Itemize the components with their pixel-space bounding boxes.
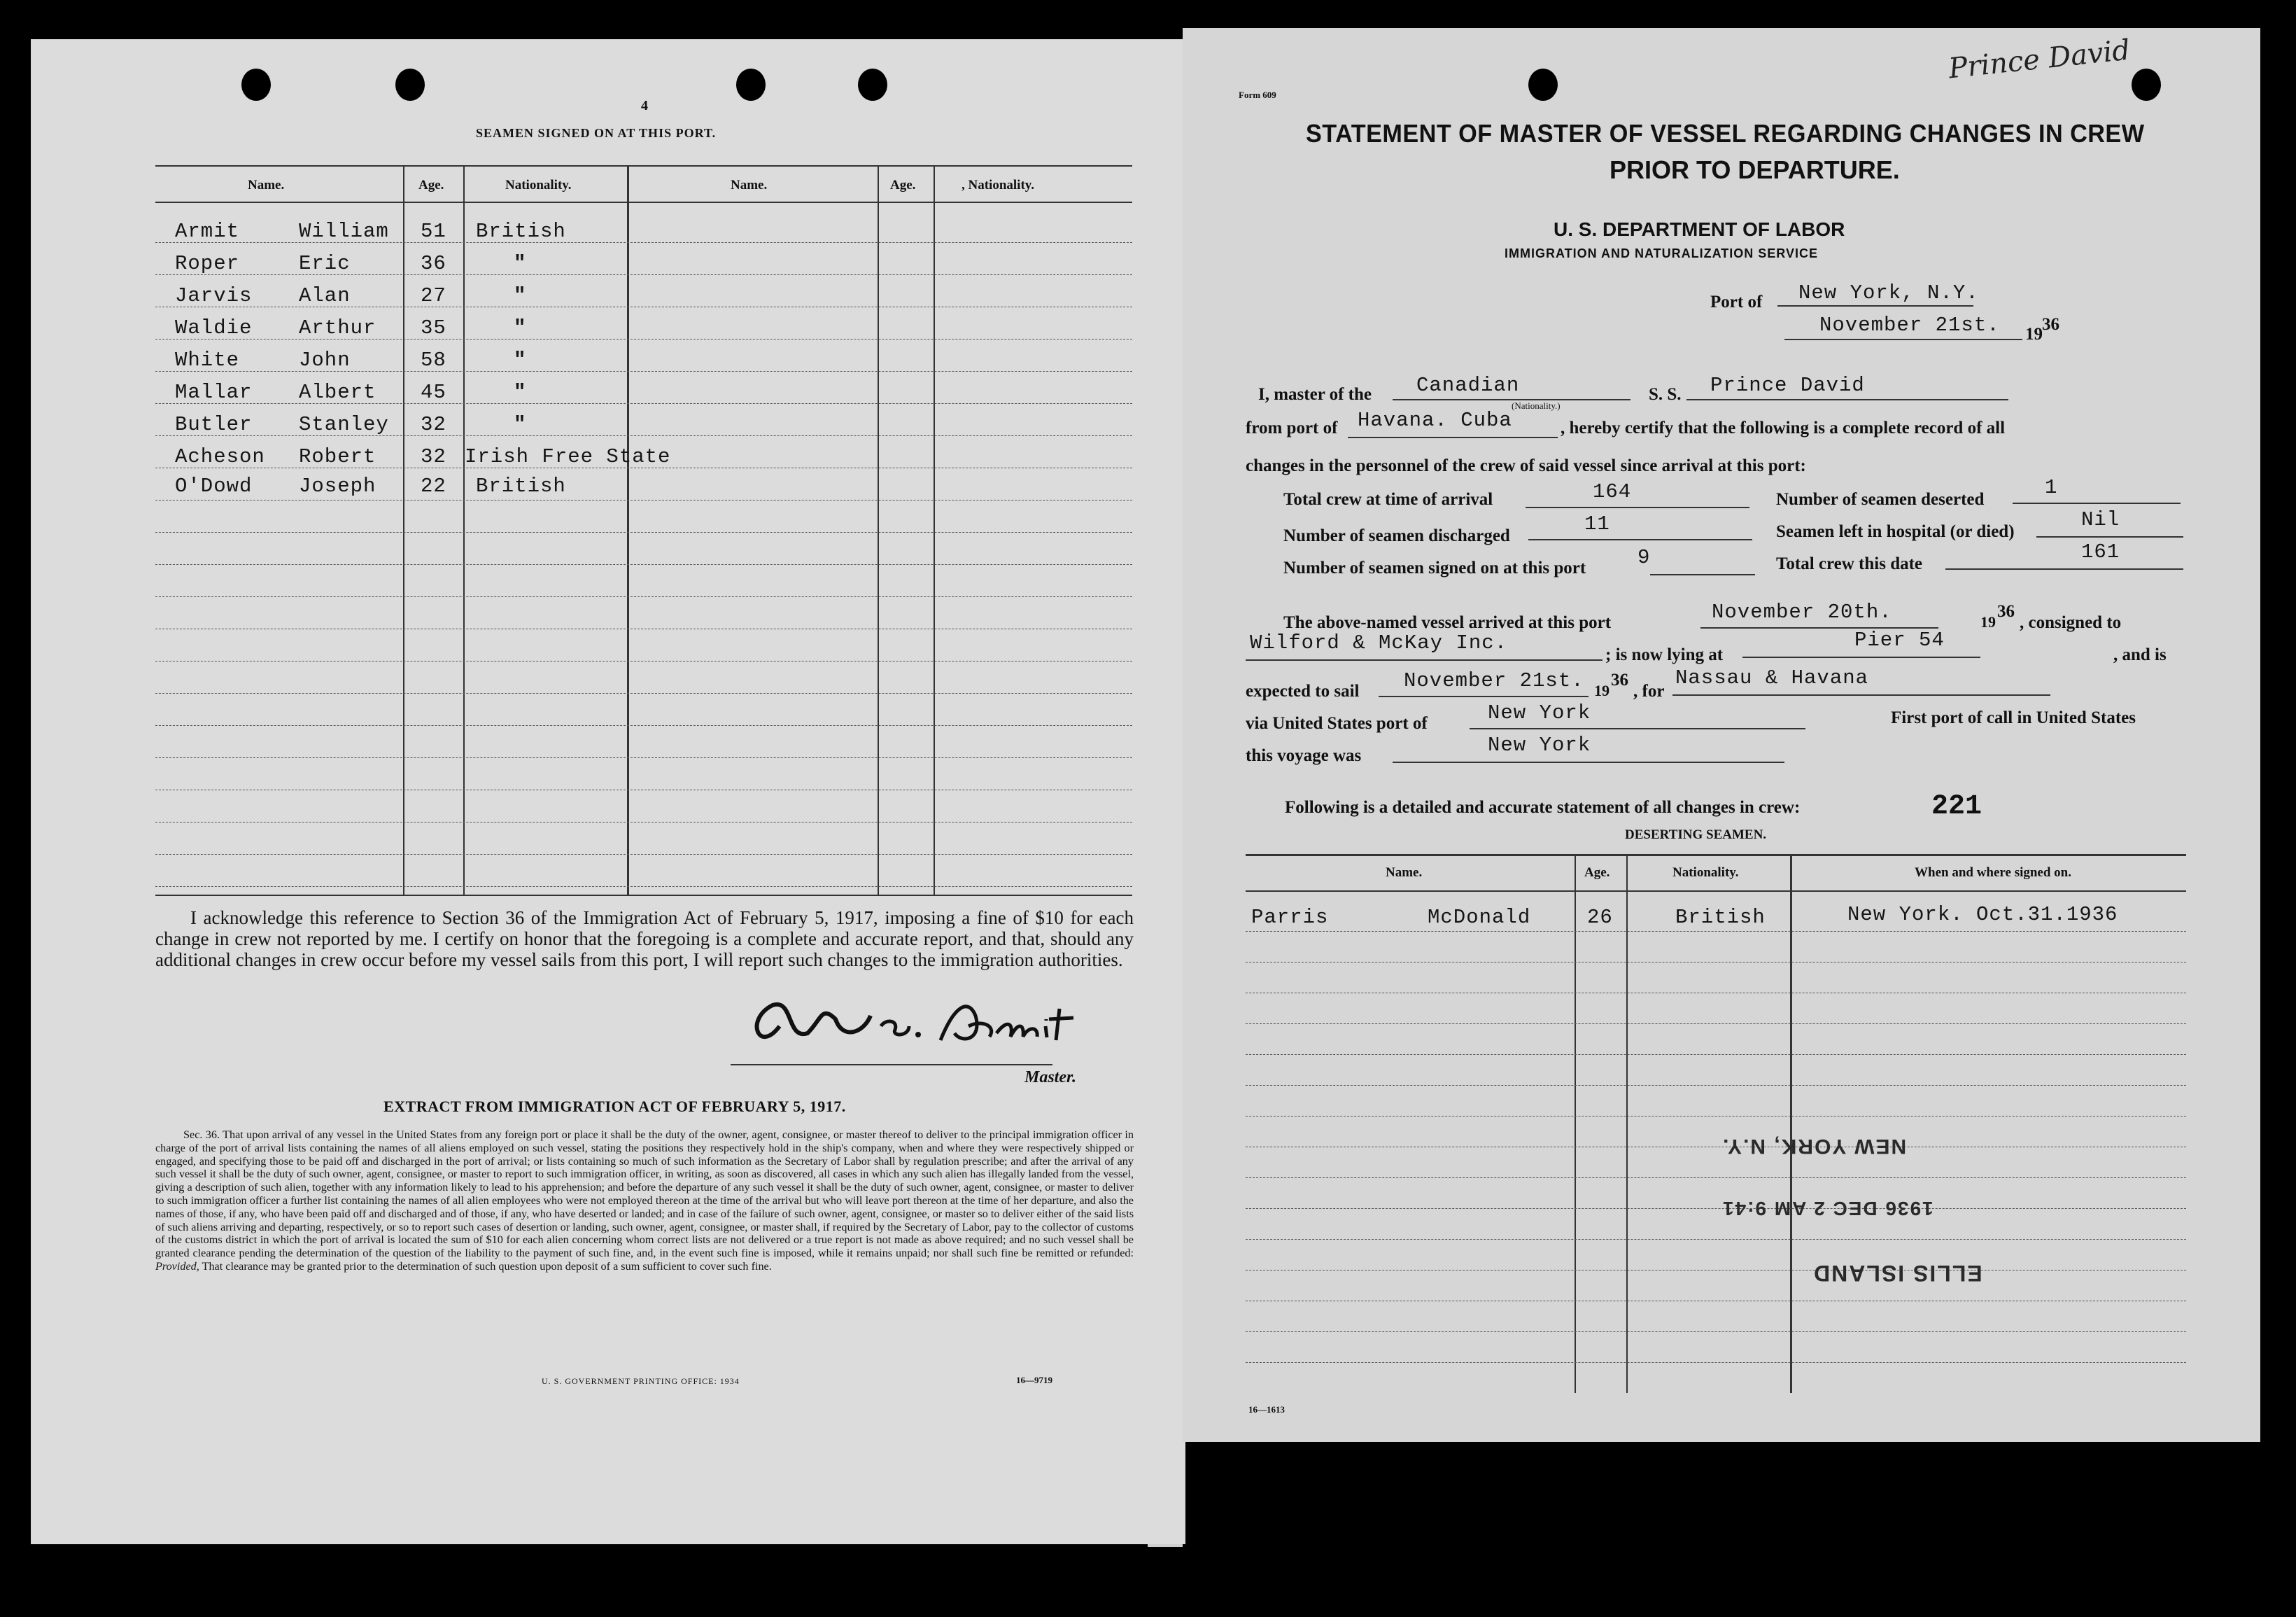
- age: 51: [421, 220, 446, 243]
- age: 27: [421, 284, 446, 307]
- row-rule: [155, 854, 1132, 855]
- for-value: Nassau & Havana: [1675, 666, 1869, 690]
- first-port-label: First port of call in United States: [1891, 708, 2136, 727]
- given-name: John: [299, 349, 351, 372]
- page-number: 4: [641, 98, 648, 113]
- row-rule: [1246, 1085, 2186, 1086]
- page-count: 221: [1931, 791, 1982, 822]
- ss-label: S. S.: [1649, 385, 1682, 404]
- stamp-line2: 1936 DEC 2 AM 9:41: [1721, 1198, 1934, 1219]
- age: 58: [421, 349, 446, 372]
- total-date-label: Total crew this date: [1776, 554, 1923, 573]
- age: 45: [421, 381, 446, 404]
- from-port-value: Havana. Cuba: [1358, 409, 1512, 432]
- punch-hole: [241, 69, 271, 101]
- discharged: 11: [1584, 512, 1610, 536]
- surname: Mallar: [175, 381, 253, 404]
- row-rule: [155, 596, 1132, 597]
- extract-proviso-word: Provided,: [155, 1259, 199, 1273]
- port-label: Port of: [1710, 293, 1763, 312]
- lying-value: Pier 54: [1854, 629, 1945, 652]
- left-form-code: 16—9719: [1016, 1375, 1052, 1385]
- punch-hole: [858, 69, 887, 101]
- stamp-line1: NEW YORK, N.Y.: [1721, 1135, 1907, 1158]
- surname: Jarvis: [175, 284, 253, 307]
- hospital-label: Seamen left in hospital (or died): [1776, 522, 2015, 541]
- nationality: ": [514, 252, 527, 275]
- col-header-age-2: Age.: [890, 178, 916, 192]
- col-header-nationality: Nationality.: [505, 178, 572, 192]
- date-year-prefix: 19: [2025, 325, 2043, 344]
- extract-proviso: That clearance may be granted prior to the determination of such question upon deposit of a sum sufficient to cover such fine.: [202, 1259, 772, 1273]
- total-arrival-label: Total crew at time of arrival: [1283, 490, 1493, 509]
- extract-section: Sec. 36.: [183, 1128, 220, 1141]
- nationality: British: [476, 220, 566, 243]
- service: IMMIGRATION AND NATURALIZATION SERVICE: [1505, 246, 1818, 260]
- signed-on: New York. Oct.31.1936: [1847, 903, 2118, 926]
- given-name: Albert: [299, 381, 376, 404]
- date-value: November 21st.: [1819, 314, 2000, 337]
- punch-hole: [736, 69, 766, 101]
- nationality: ": [514, 381, 527, 404]
- from-port-label: from port of: [1246, 419, 1338, 438]
- master-prefix: I, master of the: [1258, 385, 1372, 404]
- row-rule: [155, 661, 1132, 662]
- col-header-nationality-2: , Nationality.: [962, 178, 1034, 192]
- nationality: British: [476, 475, 566, 498]
- nationality-caption: (Nationality.): [1512, 400, 1561, 411]
- voyage-label: this voyage was: [1246, 746, 1362, 765]
- following-text: Following is a detailed and accurate statement of all changes in crew:: [1285, 798, 1801, 817]
- right-form-code: 16—1613: [1248, 1404, 1285, 1415]
- row-rule: [1246, 1331, 2186, 1332]
- given-name: Joseph: [299, 475, 376, 498]
- date-year: 36: [2042, 315, 2059, 334]
- acknowledgement-text: I acknowledge this reference to Section 36 of the Immigration Act of February 5, 1917, imposing a fine of $10 for each change in crew not reported by me. I certify on honor that the foregoing is a complete and accurate report, and that, should any additional changes in crew occur before my vessel sails from this port, I will report such changes to the immigration authorities.: [155, 907, 1134, 970]
- and-is-label: , and is: [2113, 645, 2167, 664]
- col-header-age: Age.: [418, 178, 444, 192]
- col-header-name-2: Name.: [731, 178, 768, 192]
- certify-text: , hereby certify that the following is a complete record of all: [1561, 419, 2006, 438]
- row-rule: [1246, 1054, 2186, 1055]
- surname: Armit: [175, 220, 240, 243]
- consigned-label: , consigned to: [2020, 613, 2122, 632]
- form-number: Form 609: [1239, 90, 1276, 100]
- surname: White: [175, 349, 240, 372]
- arrived-year: 36: [1997, 602, 2015, 621]
- via-value: New York: [1488, 701, 1591, 724]
- surname: O'Dowd: [175, 475, 253, 498]
- age: 35: [421, 316, 446, 340]
- desert-col-nationality: Nationality.: [1672, 865, 1739, 880]
- signed: 9: [1638, 546, 1651, 569]
- deserted: 1: [2045, 476, 2058, 499]
- vessel-value: Prince David: [1710, 374, 1865, 397]
- nationality-value: Canadian: [1416, 374, 1520, 397]
- nationality: British: [1675, 906, 1766, 929]
- given-name: William: [299, 220, 389, 243]
- master-label: Master.: [1024, 1068, 1077, 1086]
- via-label: via United States port of: [1246, 714, 1428, 733]
- deserted-label: Number of seamen deserted: [1776, 490, 1985, 509]
- row-rule: [155, 532, 1132, 533]
- age: 22: [421, 475, 446, 498]
- desert-col-age: Age.: [1584, 865, 1610, 880]
- arrived-label: The above-named vessel arrived at this port: [1283, 613, 1612, 632]
- discharged-label: Number of seamen discharged: [1283, 526, 1510, 545]
- department: U. S. DEPARTMENT OF LABOR: [1554, 218, 1845, 240]
- punch-hole: [1528, 69, 1558, 101]
- extract-text: That upon arrival of any vessel in the United States from any foreign port or place it shall be the duty of the owner, agent, consignee, or master thereof to deliver to the principal immigration officer in charge of the port of arrival lists containing the names of all aliens employed on such vessel, stating the positions they respectively hold in the ship's company, when and where they were respectively shipped or engaged, and specifying those to be paid off and discharged in the port of arrival; or lists containing so much of such information as the Secretary of Labor shall by regulation prescribe; and after the arrival of any such vessel it shall be the duty of such owner, agent, consignee, or master to report to such immigration officer, in writing, as soon as discovered, all cases in which any such alien has illegally landed from the vessel, giving a description of such alien, together with any information likely to lead to his apprehension; and before the departure of any such vessel it shall be the duty of such owner, agent, consignee, or master to deliver to such immigration officer a further list containing the names of all alien employees who were not employed thereon at the time of the arrival but who will leave port thereon at the time of her departure, and also the names of those, if any, who have been paid off and discharged and of those, if any, who have deserted or landed; and in case of the failure of such owner, agent, consignee, or master so to deliver either of the said lists of such aliens arriving and departing, respectively, or so to report such cases of desertion or landing, such owner, agent, consignee, or master shall, if required by the Secretary of Labor, pay to the collector of customs of the customs district in which the port of arrival is located the sum of $10 for each alien concerning whom correct lists are not delivered or a true report is not made as above required; and no such vessel shall be granted clearance pending the determination of the question of the liability to the payment of such fine, and, in the event such fine is imposed, while it remains unpaid; nor shall such fine be remitted or refunded:: [155, 1128, 1134, 1260]
- surname: Waldie: [175, 316, 253, 340]
- surname: McDonald: [1428, 906, 1531, 929]
- total-date: 161: [2081, 540, 2120, 564]
- row-rule: [1246, 1239, 2186, 1240]
- row-rule: [155, 725, 1132, 726]
- given-name: Parris: [1251, 906, 1329, 929]
- changes-text: changes in the personnel of the crew of said vessel since arrival at this port:: [1246, 456, 1806, 475]
- lying-label: ; is now lying at: [1605, 645, 1724, 664]
- nationality: ": [514, 316, 527, 340]
- row-rule: [155, 757, 1132, 758]
- port-value: New York, N.Y.: [1798, 281, 1979, 304]
- master-signature-image: [731, 977, 1094, 1068]
- nationality: ": [514, 284, 527, 307]
- right-page: [1183, 28, 2260, 1442]
- surname: Roper: [175, 252, 240, 275]
- col-header-name: Name.: [248, 178, 285, 192]
- surname: Acheson: [175, 445, 265, 468]
- row-rule: [1246, 931, 2186, 932]
- age: 26: [1587, 906, 1613, 929]
- signed-label: Number of seamen signed on at this port: [1283, 559, 1586, 578]
- extract-body: [155, 1128, 1134, 1273]
- desert-col-signed-on: When and where signed on.: [1915, 865, 2072, 880]
- given-name: Alan: [299, 284, 351, 307]
- given-name: Arthur: [299, 316, 376, 340]
- age: 32: [421, 413, 446, 436]
- sail-year: 36: [1611, 671, 1628, 690]
- given-name: Eric: [299, 252, 351, 275]
- form-title-line2: PRIOR TO DEPARTURE.: [1610, 155, 1900, 184]
- age: 36: [421, 252, 446, 275]
- sail-value: November 21st.: [1404, 669, 1584, 692]
- punch-hole: [2132, 69, 2161, 101]
- row-rule: [155, 886, 1132, 887]
- section-title: SEAMEN SIGNED ON AT THIS PORT.: [476, 126, 717, 140]
- consignee-value: Wilford & McKay Inc.: [1250, 631, 1508, 654]
- voyage-value: New York: [1488, 734, 1591, 757]
- left-page: [31, 39, 1185, 1544]
- total-arrival: 164: [1593, 480, 1632, 503]
- row-rule: [1246, 1362, 2186, 1363]
- arrived-value: November 20th.: [1712, 601, 1892, 624]
- row-rule: [155, 693, 1132, 694]
- row-rule: [1246, 1208, 2186, 1209]
- printing-office: U. S. GOVERNMENT PRINTING OFFICE: 1934: [542, 1376, 740, 1386]
- row-rule: [155, 564, 1132, 565]
- sail-year-prefix: 19: [1594, 682, 1610, 699]
- for-label: , for: [1633, 682, 1665, 701]
- nationality: Irish Free State: [465, 445, 671, 468]
- row-rule: [1246, 1023, 2186, 1024]
- surname: Butler: [175, 413, 253, 436]
- nationality: ": [514, 349, 527, 372]
- stamp-line3: ELLIS ISLAND: [1812, 1261, 1982, 1286]
- arrived-year-prefix: 19: [1980, 613, 1996, 631]
- nationality: ": [514, 413, 527, 436]
- sail-label: expected to sail: [1246, 682, 1360, 701]
- desert-col-name: Name.: [1386, 865, 1423, 880]
- hospital: Nil: [2081, 508, 2120, 531]
- deserting-title: DESERTING SEAMEN.: [1625, 827, 1767, 842]
- age: 32: [421, 445, 446, 468]
- given-name: Robert: [299, 445, 376, 468]
- punch-hole: [395, 69, 425, 101]
- handwritten-note: Prince David: [1947, 34, 2132, 85]
- form-title-line1: STATEMENT OF MASTER OF VESSEL REGARDING CHANGES IN CREW: [1306, 119, 2145, 148]
- given-name: Stanley: [299, 413, 389, 436]
- extract-title: EXTRACT FROM IMMIGRATION ACT OF FEBRUARY 5, 1917.: [383, 1098, 846, 1115]
- row-rule: [1246, 1177, 2186, 1178]
